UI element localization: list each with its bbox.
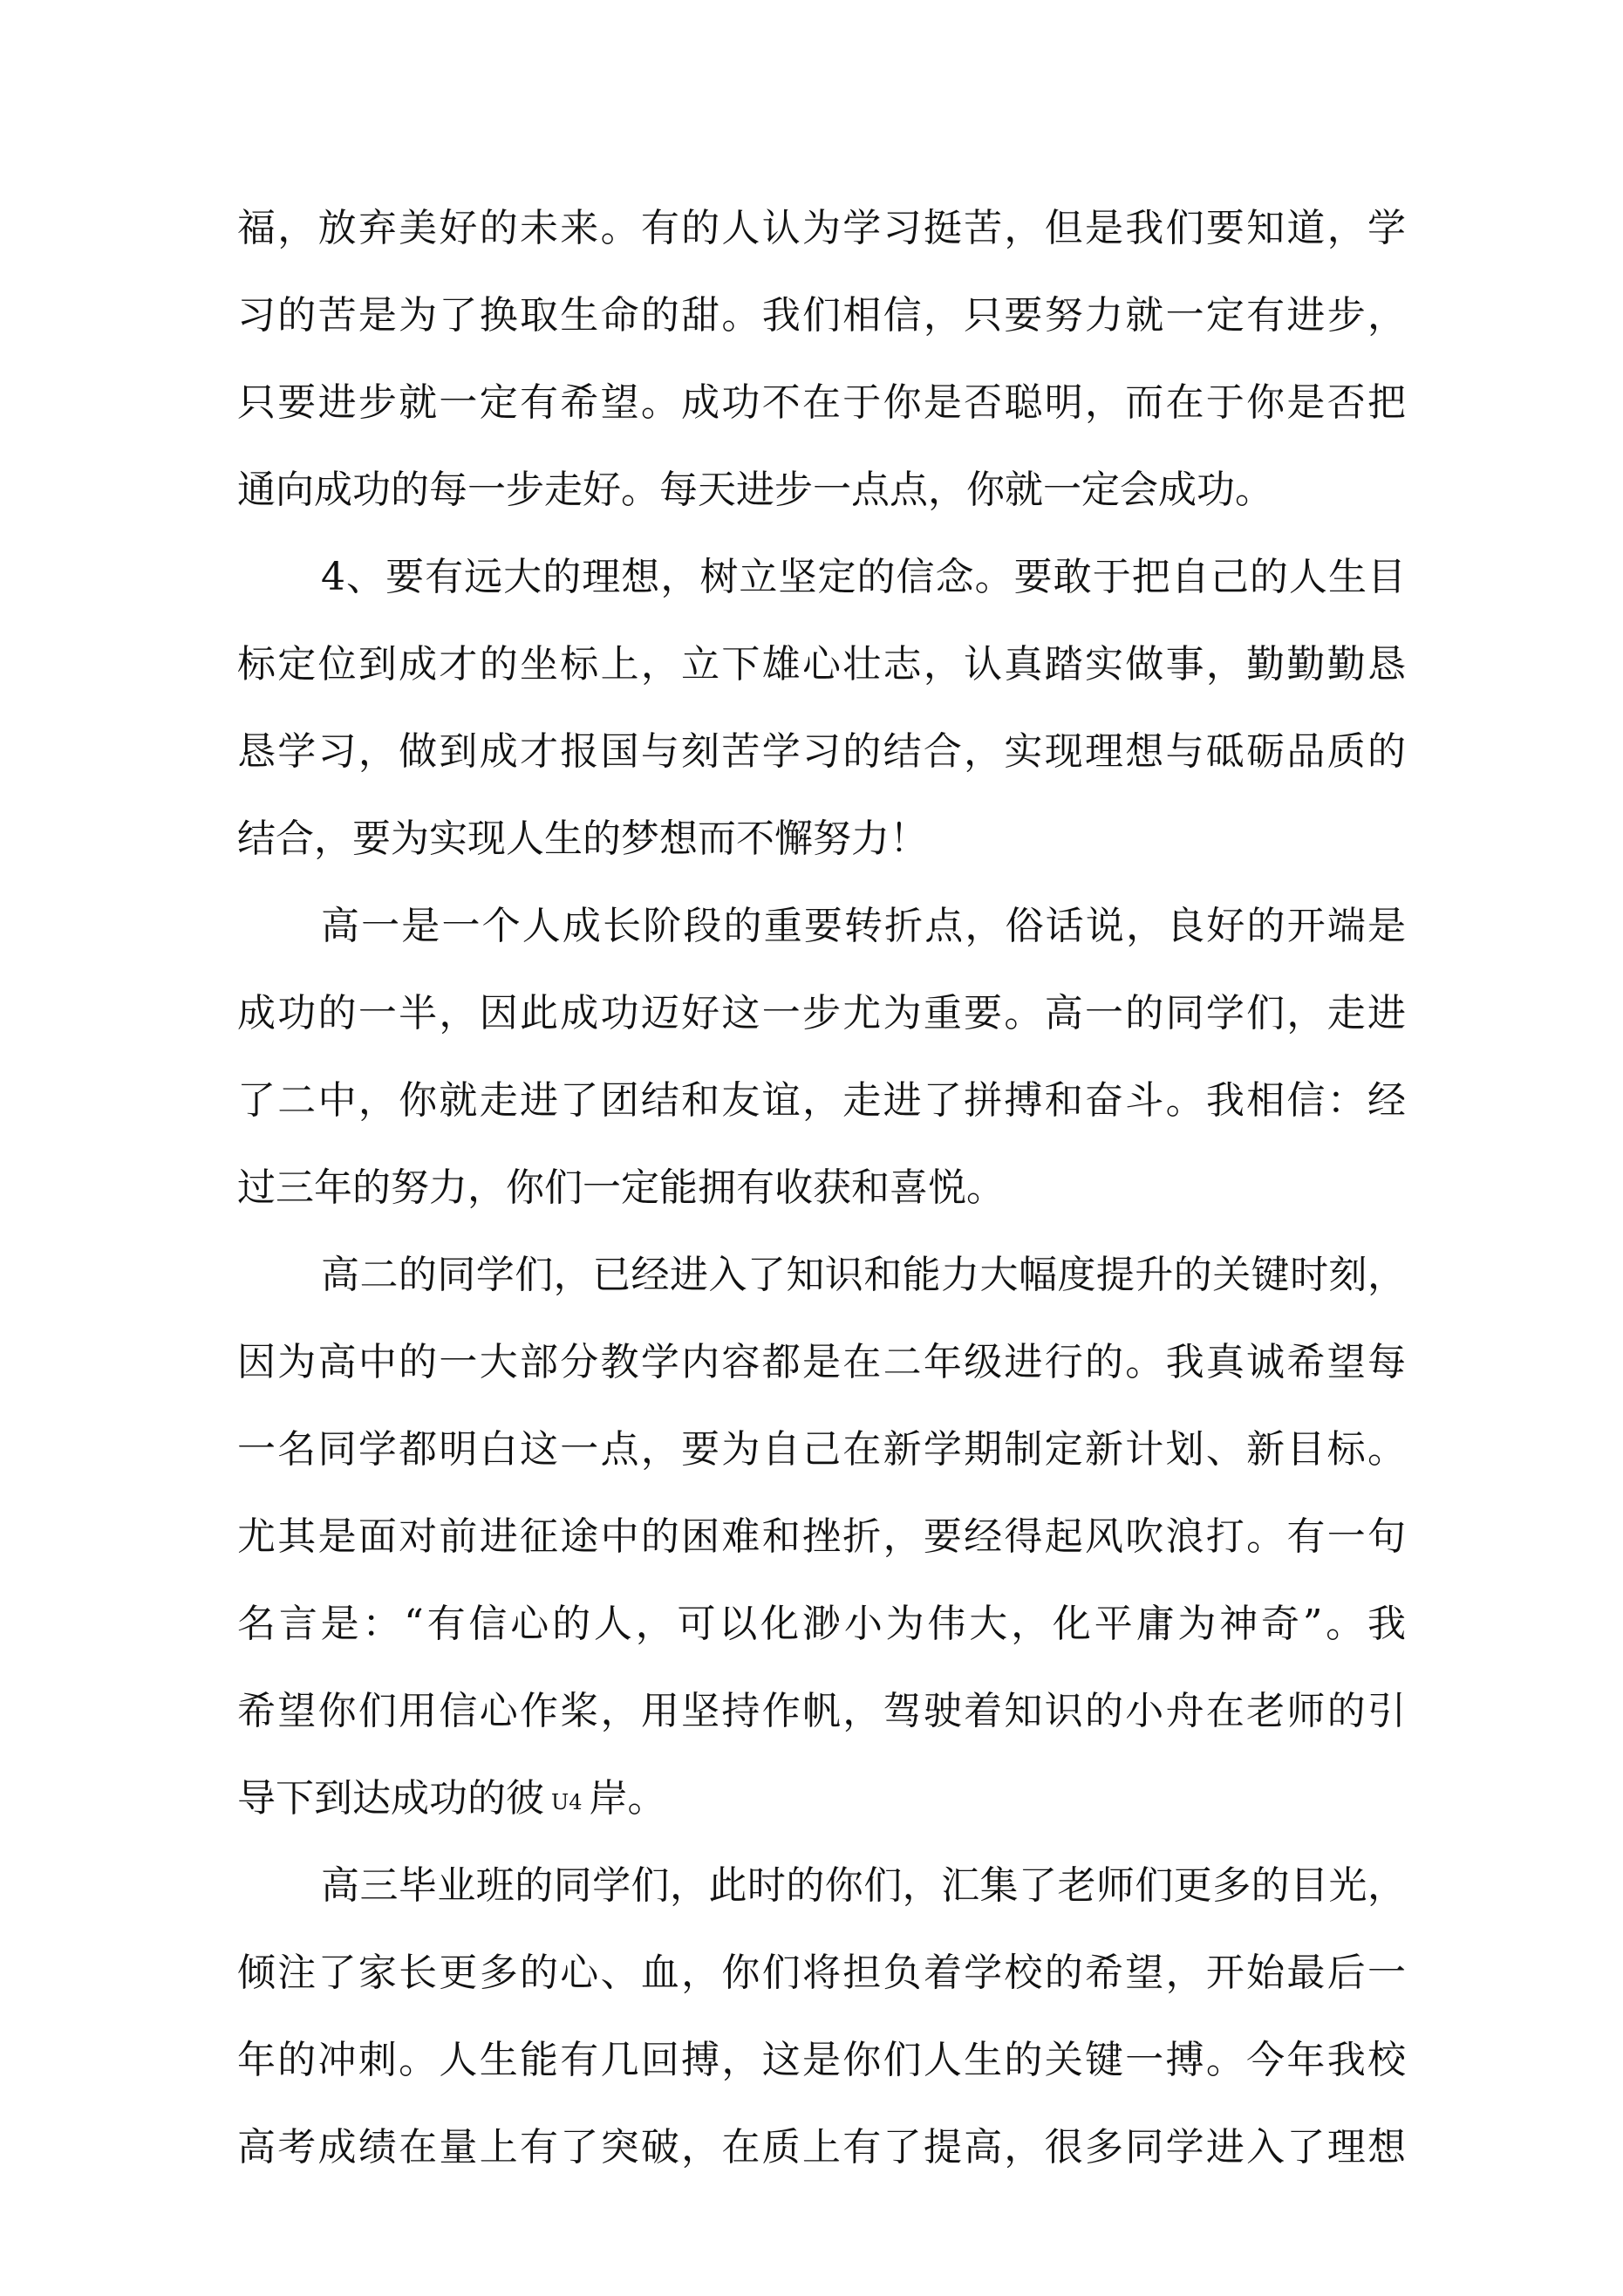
text-line: 标定位到成才的坐标上，立下雄心壮志，认真踏实做事，勤勤勤恳 [237,642,1406,687]
text-line: 通向成功的每一步走好。每天进步一点点，你就一定会成功。 [237,468,1273,512]
paragraph-4 [237,1232,1406,1842]
text-line: 一名同学都明白这一点，要为自己在新学期制定新计划、新目标。 [237,1427,1406,1472]
text-line: 倾注了家长更多的心、血，你们将担负着学校的希望，开始最后一 [237,1951,1406,1995]
text-line: 尤其是面对前进征途中的困难和挫折，要经得起风吹浪打。有一句 [237,1514,1406,1559]
text-line: 年的冲刺。人生能有几回搏，这是你们人生的关键一搏。今年我校 [237,2038,1406,2082]
text-line: 因为高中的一大部分教学内容都是在二年级进行的。我真诚希望每 [237,1340,1406,1384]
text-line: 只要进步就一定有希望。成功不在于你是否聪明，而在于你是否把 [237,380,1406,425]
text-line: 高二的同学们，已经进入了知识和能力大幅度提升的关键时刻， [321,1253,1406,1297]
text-line: 高一是一个人成长阶段的重要转折点，俗话说，良好的开端是 [321,904,1406,948]
text-fragment: 岸。 [589,1776,666,1821]
text-line: 过三年的努力，你们一定能拥有收获和喜悦。 [237,1165,1005,1210]
paragraph-5 [237,1842,1406,2191]
text-line: 名言是：“有信心的人，可以化渺小为伟大，化平庸为神奇”。我 [237,1602,1406,1646]
paragraph-3 [237,883,1406,1232]
text-line: 成功的一半，因此成功迈好这一步尤为重要。高一的同学们，走进 [237,991,1406,1035]
text-line: 福，放弃美好的未来。有的人认为学习挺苦，但是我们要知道，学 [237,206,1406,250]
paragraph-2 [237,534,1406,883]
text-line: 恳学习，做到成才报国与刻苦学习的结合，实现理想与砥砺品质的 [237,729,1406,774]
text-line: 了二中，你就走进了团结和友谊，走进了拼搏和奋斗。我相信：经 [237,1078,1406,1123]
text-line: 结合，要为实现人生的梦想而不懈努力！ [237,817,928,861]
text-line: 希望你们用信心作桨，用坚持作帆，驾驶着知识的小舟在老师的引 [237,1689,1406,1733]
paragraph-1 [237,185,1406,534]
text-line: 高三毕业班的同学们，此时的你们，汇集了老师们更多的目光， [321,1863,1406,1908]
text-line: 习的苦是为了换取生命的甜。我们相信，只要努力就一定有进步， [237,293,1406,338]
text-line: 高考成绩在量上有了突破，在质上有了提高，很多同学进入了理想 [237,2125,1406,2170]
text-fragment: 导下到达成功的彼 [237,1776,544,1821]
document-body [237,185,1406,2191]
text-line: 4、要有远大的理想，树立坚定的信念。要敢于把自己的人生目 [321,555,1406,599]
inline-mark: U4 [551,1790,583,1814]
text-line-final [237,1755,1406,1842]
